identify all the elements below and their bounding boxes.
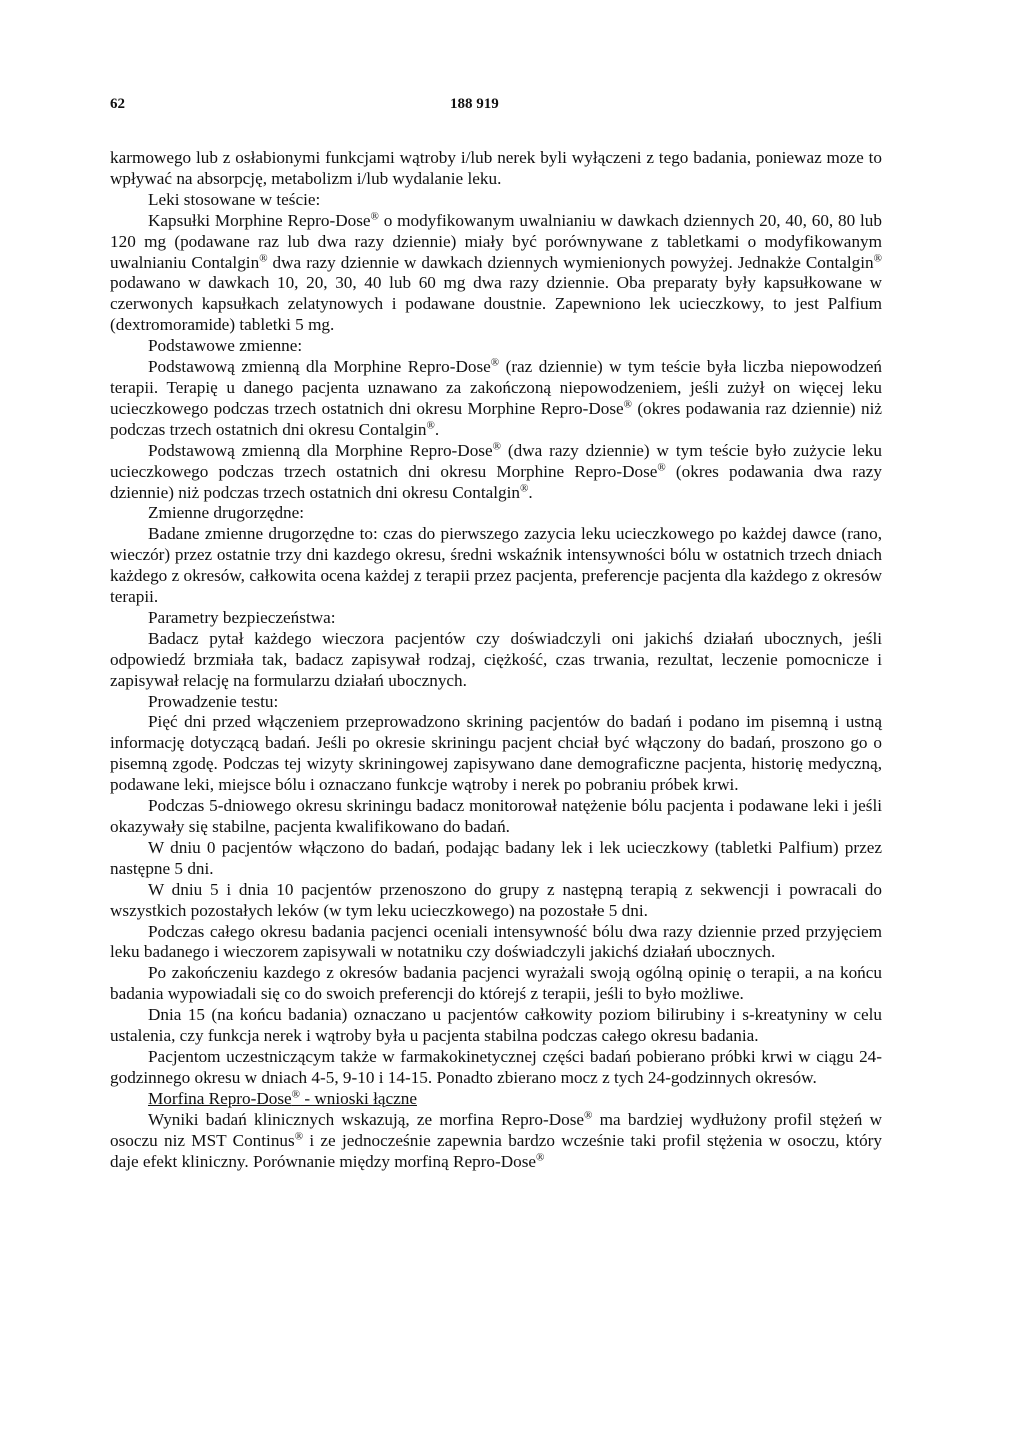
paragraph-text: Badane zmienne drugorzędne to: czas do pierwszego zazycia leku ucieczkowego po każdej dawce (rano, wieczór) przez ostatnie trzy dni kazdego okresu, średni wskaźnik intensywności bólu w ostatnich trzech dniach każdego z okresów, całkowita ocena każdej z terapii przez pacjenta, preferencje pacjenta dla każdego z okresów terapii. — [110, 524, 882, 607]
heading-underlined — [148, 1089, 417, 1108]
heading-safety-parameters — [110, 608, 882, 629]
paragraph-text: Badacz pytał każdego wieczora pacjentów czy doświadczyli oni jakichś działań ubocznych, jeśli odpowiedź brzmiała tak, badacz zapisywał rodzaj, ciężkość, czas trwania, rezultat, leczenie pomocnicze i zapisywał relację na formularzu działań ubocznych. — [110, 628, 882, 690]
heading-text: Morfina Repro-Dose — [148, 1088, 292, 1108]
text-segment: ma bardziej wydłużony profil stężeń w osoczu niz MST Continus — [110, 1109, 883, 1150]
paragraph-text: Po zakończeniu kazdego z okresów badania pacjenci wyrażali swoją ogólną opinię o terapii, a na końcu badania wypowiadali się co do swoich preferencji do którejś z terapii, jeśli to było możliwe. — [110, 963, 882, 1004]
heading-text: - wnioski łączne — [300, 1088, 417, 1108]
heading-text: Prowadzenie testu: — [148, 691, 279, 711]
registered-mark: ® — [294, 1129, 304, 1142]
text-segment: Wyniki badań klinicznych wskazują, ze morfina Repro-Dose — [148, 1109, 585, 1129]
registered-mark: ® — [623, 398, 632, 411]
text-segment: Kapsułki Morphine Repro-Dose — [148, 210, 371, 230]
heading-text: Parametry bezpieczeństwa: — [148, 607, 336, 627]
text-segment: (raz dziennie) w tym teście była liczba niepowodzeń terapii. Terapię u danego pacjenta uznawano za zakończoną niepowodzeniem, jeśli zużył on więcej leku ucieczkowego podczas trzech ostatnich dni okresu Morphine Repro-Dose — [110, 357, 882, 418]
text-segment: . — [528, 482, 533, 502]
paragraph-pharmacokinetics — [110, 1047, 882, 1089]
text-segment: . — [434, 419, 440, 439]
registered-mark: ® — [519, 481, 529, 494]
registered-mark: ® — [536, 1150, 545, 1163]
heading-primary-variables — [110, 336, 882, 357]
paragraph-text: Pięć dni przed włączeniem przeprowadzono skrining pacjentów do badań i podano im pisemną i ustną informację dotyczącą badań. Jeśli po okresie skriningu pacjent chciał być włączony do badań, proszono go o pisemną zgodę. Podczas tej wizyty skriningowej zapisywano dane demograficzne pacjenta, historię medyczną, podawane leki, miejsce bólu i oznaczano funkcje wątroby i nerek po pobraniu próbek krwi. — [110, 712, 882, 795]
registered-mark: ® — [584, 1108, 593, 1121]
paragraph-text: W dniu 5 i dnia 10 pacjentów przenoszono do grupy z następną terapią z sekwencji i powracali do wszystkich pozostałych leków (w tym leku ucieczkowego) na pozostałe 5 dni. — [110, 879, 882, 920]
registered-mark: ® — [259, 251, 268, 264]
text-segment: dwa razy dziennie w dawkach dziennych wymienionych powyżej. Jednakże Contalgin — [267, 252, 874, 272]
registered-mark: ® — [657, 460, 666, 473]
registered-mark: ® — [873, 251, 882, 264]
heading-text: Leki stosowane w teście: — [148, 189, 321, 209]
registered-mark: ® — [291, 1088, 301, 1101]
text-segment: Podstawową zmienną dla Morphine Repro-Dose — [148, 440, 493, 460]
heading-secondary-variables — [110, 503, 882, 524]
text-segment: podawano w dawkach 10, 20, 30, 40 lub 60 mg dwa razy dziennie. Oba preparaty były kapsułkowane w czerwonych kapsułkach zelatynowych i podawane doustnie. Zapewniono lek ucieczkowy, to jest Palfium (dextromoramide) tabletki 5 mg. — [110, 273, 882, 335]
paragraph-opinion — [110, 963, 882, 1005]
text-segment: Podstawową zmienną dla Morphine Repro-Dose — [148, 357, 491, 377]
heading-drugs-used — [110, 190, 882, 211]
paragraph-pain-assessment — [110, 922, 882, 964]
text-segment: (okres podawania raz dziennie) niż podczas trzech ostatnich dni okresu Contalgin — [110, 398, 882, 439]
paragraph-safety — [110, 629, 882, 692]
paragraph-text: Pacjentom uczestniczącym także w farmakokinetycznej części badań pobierano próbki krwi w ciągu 24-godzinnego okresu w dniach 4-5, 9-10 i 14-15. Ponadto zbierano mocz z tych 24-godzinnych okresów. — [110, 1046, 882, 1087]
heading-text: Zmienne drugorzędne: — [148, 503, 305, 523]
registered-mark: ® — [426, 419, 435, 432]
paragraph-screening — [110, 712, 882, 796]
heading-morphine-conclusions — [110, 1089, 882, 1110]
paragraph-secondary-variables — [110, 524, 882, 608]
paragraph-text: karmowego lub z osłabionymi funkcjami wątroby i/lub nerek byli wyłączeni z tego badania, poniewaz moze to wpływać na absorpcję, metabolizm i/lub wydalanie leku. — [110, 148, 882, 188]
document-body — [110, 148, 882, 1172]
document-number: 188 919 — [450, 96, 499, 112]
paragraph-capsules — [110, 211, 882, 336]
paragraph-text: Podczas całego okresu badania pacjenci oceniali intensywność bólu dwa razy dziennie przed przyjęciem leku badanego i wieczorem zapisywali w notatniku czy doświadczyli jakichś działań ubocznych. — [110, 921, 882, 962]
paragraph-primary-once-daily — [110, 357, 882, 441]
paragraph-exclusion — [110, 148, 882, 190]
heading-test-conduct — [110, 692, 882, 713]
paragraph-day-15 — [110, 1005, 882, 1047]
registered-mark: ® — [492, 439, 501, 452]
paragraph-text: Dnia 15 (na końcu badania) oznaczano u pacjentów całkowity poziom bilirubiny i s-kreatyniny w celu ustalenia, czy funkcja nerek i wątroby była u pacjenta stabilna podczas całego okresu badania. — [110, 1005, 882, 1046]
paragraph-day-5-10 — [110, 880, 882, 922]
paragraph-text: Podczas 5-dniowego okresu skriningu badacz monitorował natężenie bólu pacjenta i podawane leki i jeśli okazywały się stabilne, pacjenta kwalifikowano do badań. — [110, 796, 882, 836]
registered-mark: ® — [370, 209, 379, 222]
paragraph-day-0 — [110, 838, 882, 880]
text-segment: (dwa razy dziennie) w tym teście było zużycie leku ucieczkowego podczas trzech ostatnich dni okresu Morphine Repro-Dose — [110, 440, 882, 481]
text-segment: (okres podawania dwa razy dziennie) niż podczas trzech ostatnich dni okresu Contalgin — [110, 461, 882, 502]
paragraph-text: W dniu 0 pacjentów włączono do badań, podając badany lek i lek ucieczkowy (tabletki Palfium) przez następne 5 dni. — [110, 837, 882, 878]
heading-text: Podstawowe zmienne: — [148, 336, 303, 356]
text-segment: o modyfikowanym uwalnianiu w dawkach dziennych 20, 40, 60, 80 lub 120 mg (podawane raz lub dwa razy dziennie) miały być porównywane z tabletkami o modyfikowanym uwalnianiu Contalgin — [110, 210, 882, 272]
paragraph-primary-twice-daily — [110, 441, 882, 504]
page-header — [110, 96, 890, 120]
page-number: 62 — [110, 96, 125, 112]
paragraph-clinical-results — [110, 1110, 882, 1173]
text-segment: i ze jednocześnie zapewnia bardzo wcześnie taki profil stężenia w osoczu, który daje efekt kliniczny. Porównanie między morfiną Repro-Dose — [110, 1130, 882, 1171]
registered-mark: ® — [490, 356, 500, 369]
paragraph-screening-period — [110, 796, 882, 838]
